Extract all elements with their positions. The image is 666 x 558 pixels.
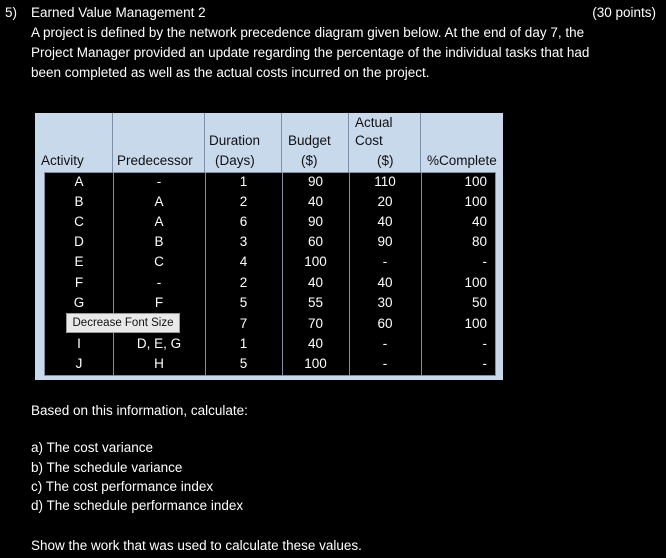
part-a: a) The cost variance	[31, 440, 154, 455]
cell-budget: 40	[307, 336, 324, 351]
table-row	[45, 295, 495, 315]
cell-complete: 100	[464, 194, 487, 209]
cell-duration: 7	[239, 316, 248, 331]
table-row	[45, 174, 495, 194]
cell-duration: 1	[239, 336, 248, 351]
cell-predecessor: D, E, G	[136, 336, 182, 351]
question-number: 5)	[5, 5, 18, 20]
table-row	[45, 275, 495, 295]
header-divider	[204, 113, 205, 173]
cell-activity: F	[74, 275, 84, 290]
cell-duration: 4	[239, 254, 248, 269]
question-paragraph-line-2: Project Manager provided an update regarding the percentage of the individual tasks that had	[31, 45, 590, 60]
table-row	[45, 234, 495, 254]
cell-predecessor: -	[156, 275, 162, 290]
activity-table	[35, 113, 503, 380]
cell-actual: 30	[377, 295, 393, 310]
cell-activity: D	[74, 234, 84, 249]
cell-activity: A	[74, 174, 84, 189]
header-divider	[112, 113, 113, 173]
header-complete: %Complete	[427, 153, 497, 168]
cell-actual: -	[382, 356, 388, 371]
cell-complete: -	[482, 254, 487, 269]
cell-complete: 100	[464, 316, 487, 331]
cell-budget: 40	[307, 194, 324, 209]
table-row	[45, 254, 495, 274]
cell-predecessor: B	[154, 234, 164, 249]
cell-complete: -	[482, 356, 487, 371]
cell-duration: 3	[239, 234, 248, 249]
question-paragraph-line-3: been completed as well as the actual costs incurred on the project.	[31, 65, 430, 80]
cell-complete: 40	[471, 214, 487, 229]
cell-predecessor: C	[154, 254, 164, 269]
cell-activity: G	[73, 295, 85, 310]
cell-duration: 5	[239, 295, 248, 310]
cell-actual: 60	[377, 316, 393, 331]
header-actual: Actual	[355, 115, 393, 130]
header-actual-unit: ($)	[377, 153, 394, 168]
cell-predecessor: H	[154, 356, 164, 371]
cell-budget: 55	[307, 295, 324, 310]
cell-actual: 20	[377, 194, 393, 209]
table-body	[44, 172, 496, 376]
cell-actual: -	[382, 254, 388, 269]
cell-budget: 70	[307, 316, 324, 331]
cell-actual: 110	[374, 174, 396, 189]
table-row	[45, 336, 495, 356]
cell-budget: 40	[307, 275, 324, 290]
cell-activity: C	[74, 214, 84, 229]
cell-actual: 40	[377, 214, 393, 229]
header-actual-cost: Cost	[355, 133, 383, 148]
table-row	[45, 214, 495, 234]
cell-duration: 6	[239, 214, 248, 229]
header-divider	[348, 113, 349, 173]
header-duration: Duration	[209, 133, 261, 148]
header-predecessor: Predecessor	[117, 153, 193, 168]
question-paragraph-line-1: A project is defined by the network precedence diagram given below. At the end of day 7, the	[31, 25, 585, 40]
part-c: c) The cost performance index	[31, 479, 214, 494]
cell-duration: 2	[239, 194, 248, 209]
cell-budget: 100	[304, 356, 327, 371]
cell-complete: 100	[464, 174, 487, 189]
cell-actual: 90	[377, 234, 393, 249]
cell-activity: I	[77, 336, 81, 351]
cell-duration: 5	[239, 356, 248, 371]
instructions-text: Based on this information, calculate:	[31, 403, 248, 418]
header-activity: Activity	[41, 153, 84, 168]
table-row	[45, 356, 495, 376]
header-divider	[281, 113, 282, 173]
cell-predecessor: -	[156, 174, 162, 189]
cell-duration: 1	[239, 174, 248, 189]
table-row	[45, 194, 495, 214]
part-b: b) The schedule variance	[31, 460, 183, 475]
cell-predecessor: A	[154, 194, 164, 209]
question-points: (30 points)	[592, 5, 656, 20]
question-title: Earned Value Management 2	[31, 5, 206, 20]
header-divider	[420, 113, 421, 173]
header-budget-unit: ($)	[301, 153, 318, 168]
cell-complete: 50	[471, 295, 487, 310]
cell-budget: 90	[307, 174, 324, 189]
cell-activity: J	[75, 356, 83, 371]
cell-predecessor: A	[154, 214, 164, 229]
cell-predecessor: F	[154, 295, 164, 310]
cell-actual: -	[382, 336, 388, 351]
cell-complete: 80	[471, 234, 487, 249]
cell-activity: B	[74, 194, 84, 209]
cell-budget: 90	[307, 214, 324, 229]
cell-budget: 60	[307, 234, 324, 249]
question-header	[5, 5, 656, 25]
cell-activity: E	[74, 254, 84, 269]
cell-duration: 2	[239, 275, 248, 290]
closing-text: Show the work that was used to calculate these values.	[31, 538, 362, 553]
cell-complete: 100	[464, 275, 487, 290]
cell-complete: -	[482, 336, 487, 351]
decrease-font-size-tooltip: Decrease Font Size	[66, 313, 180, 333]
part-d: d) The schedule performance index	[31, 498, 244, 513]
header-duration-unit: (Days)	[215, 153, 255, 168]
cell-budget: 100	[304, 254, 327, 269]
cell-actual: 40	[377, 275, 393, 290]
header-budget: Budget	[288, 133, 331, 148]
